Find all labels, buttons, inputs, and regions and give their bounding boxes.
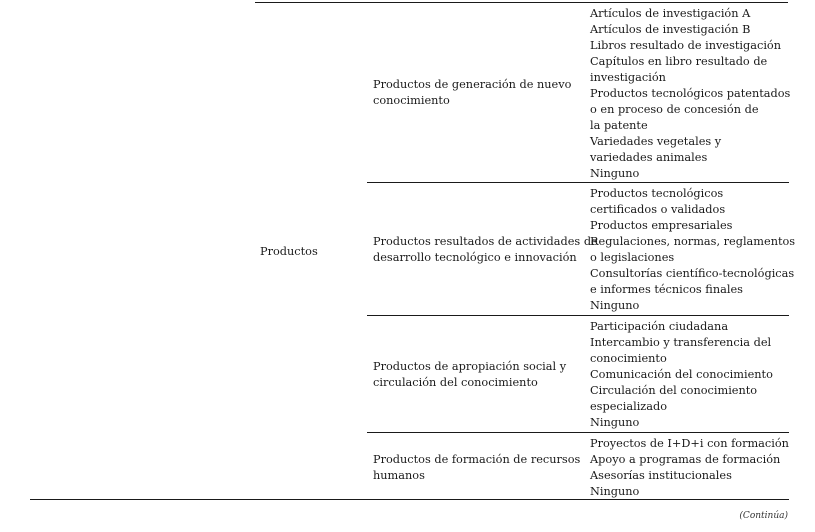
list-item: Proyectos de I+D+i con formación xyxy=(590,437,789,450)
list-item: Participación ciudadana xyxy=(590,320,729,333)
table-row xyxy=(367,182,796,315)
list-item: Regulaciones, normas, reglamentos xyxy=(590,235,796,248)
table-row xyxy=(367,432,789,499)
category-label: Productos xyxy=(260,245,318,258)
subcategory-label: Productos de generación de nuevo conocimiento xyxy=(373,78,572,107)
list-item: especializado xyxy=(590,400,668,413)
list-item: Intercambio y transferencia del xyxy=(590,336,772,349)
list-item: Comunicación del conocimiento xyxy=(590,368,773,381)
list-item: investigación xyxy=(590,71,666,84)
subcategory-label: Productos de apropiación social y circulación del conocimiento xyxy=(373,360,567,389)
list-item: la patente xyxy=(590,119,648,132)
list-item: Productos empresariales xyxy=(590,219,733,232)
list-item: o en proceso de concesión de xyxy=(590,103,759,116)
table-bottom-rule xyxy=(30,499,789,500)
list-item: Capítulos en libro resultado de xyxy=(590,55,768,68)
continues-note: (Continúa) xyxy=(739,511,788,521)
list-item: certificados o validados xyxy=(590,203,726,216)
list-item: Artículos de investigación A xyxy=(590,7,751,20)
list-item: Ninguno xyxy=(590,299,640,312)
list-item: Libros resultado de investigación xyxy=(590,39,782,52)
list-item: Productos tecnológicos patentados xyxy=(590,87,791,100)
list-item: Ninguno xyxy=(590,167,640,180)
list-item: o legislaciones xyxy=(590,251,675,264)
product-list xyxy=(590,319,790,431)
product-list xyxy=(590,186,796,314)
subcategory-label: Productos resultados de actividades de desarrollo tecnológico e innovación xyxy=(373,235,598,264)
list-item: e informes técnicos finales xyxy=(590,283,743,296)
list-item: variedades animales xyxy=(590,151,708,164)
list-item: Asesorías institucionales xyxy=(590,469,732,482)
list-item: Artículos de investigación B xyxy=(590,23,751,36)
list-item: Consultorías científico-tecnológicas xyxy=(590,267,795,280)
list-item: Ninguno xyxy=(590,485,640,498)
list-item: Productos tecnológicos xyxy=(590,187,724,200)
product-list xyxy=(590,436,790,500)
list-item: Variedades vegetales y xyxy=(590,135,722,148)
list-item: conocimiento xyxy=(590,352,667,365)
table-row xyxy=(367,3,789,181)
table-row xyxy=(367,315,789,432)
list-item: Circulación del conocimiento xyxy=(590,384,758,397)
subcategory-label: Productos de formación de recursos humanos xyxy=(373,453,581,482)
product-list xyxy=(590,6,790,182)
list-item: Apoyo a programas de formación xyxy=(590,453,781,466)
list-item: Ninguno xyxy=(590,416,640,429)
